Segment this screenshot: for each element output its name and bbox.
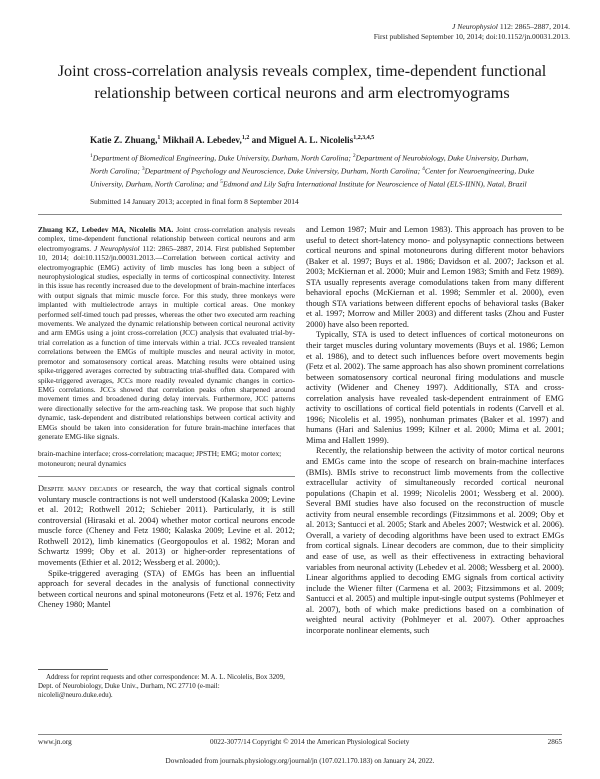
intro-text xyxy=(38,484,295,611)
abstract-journal: J Neurophysiol xyxy=(93,243,140,253)
abstract-divider xyxy=(38,476,295,477)
page-footer xyxy=(38,738,562,746)
page-number: 2865 xyxy=(547,738,562,746)
abstract-text: 112: 2865–2887, 2014. First published September 10, 2014; doi:10.1152/jn.00031.2013.—Correlation between cortical activity and electromyographic (EMG) activity of limb muscles has long been a subject of neurophysiological studies, especially in terms of corticospinal connectivity. Interest in this issue has recently increased due to the development of brain-machine interfaces with output signals that mimic muscle force. For this study, three monkeys were implanted with multielectrode arrays in multiple cortical areas. One monkey performed self-timed touch pad presses, whereas the other two executed arm reaching movements. We analyzed the dynamic relationship between cortical neuronal activity and arm EMGs using a joint cross-correlation (JCC) analysis that evaluated trial-by-trial correlation as a function of time intervals within a trial. JCCs revealed transient correlations between the EMGs of multiple muscles and neural activity in motor, premotor and somatosensory cortical areas. Matching results were obtained using spike-triggered averages corrected by subtracting trial-shuffled data. Compared with spike-triggered averages, JCCs more readily revealed dynamic changes in cortico-EMG correlations. JCCs showed that correlation peaks often sharpened around movement times and broadened during delay intervals. Furthermore, JCC patterns were directionally selective for the arm-reaching task. We propose that such highly dynamic, task-dependent and distributed relationships between cortical activity and EMGs should be taken into consideration for future brain-machine interfaces that generate EMG-like signals. xyxy=(38,243,295,441)
author-name: and Miguel A. L. Nicolelis xyxy=(249,135,354,146)
submission-dates: Submitted 14 January 2013; accepted in final form 8 September 2014 xyxy=(90,197,299,206)
author-affil-sup: 1 xyxy=(157,135,161,141)
footnote-rule xyxy=(38,669,108,670)
intro-text-continued xyxy=(306,225,564,636)
author-list xyxy=(90,135,374,145)
footer-divider xyxy=(38,734,562,735)
affil-sup: 2 xyxy=(352,153,356,159)
affil-sup: 1 xyxy=(90,153,93,159)
article-title: Joint cross-correlation analysis reveals complex, time-dependent functional relationship between cortical neurons and arm electromyograms xyxy=(57,62,547,102)
paragraph: and Lemon 1987; Muir and Lemon 1983). This approach has proven to be useful to detect short-latency mono- and polysynaptic connections between cortical neurons and spinal motoneurons during different motor behaviors (Baker et al. 1997; Buys et al. 1986; Davidson et al. 2007; Jackson et al. 2003; McKiernan et al. 2000; Muir and Lemon 1983; Smith and Fetz 1989). STA usually represents average comodulations taken from many different behavioral epochs (McKiernan et al. 1998; Semmler et al. 2000), even though STA variations between different epochs of behavioral tasks (Baker et al. 1997; Morrow and Miller 2003) and different tasks (Zhou and Fuster 2000) have also been reported. xyxy=(306,225,564,329)
footnote-text: Address for reprint requests and other correspondence: M. A. L. Nicolelis, Box 3209, Dept. of Neurobiology, Duke Univ., Durham, NC 27710 (e-mail: nicoleli@neuro.duke.edu). xyxy=(38,673,285,700)
published-line: First published September 10, 2014; doi:10.1152/jn.00031.2013. xyxy=(373,32,570,41)
affil-sup: 4 xyxy=(422,166,425,173)
left-column xyxy=(38,225,295,611)
paragraph: Spike-triggered averaging (STA) of EMGs has been an influential approach for several decades in the analysis of functional connectivity between cortical neurons and spinal motoneurons (Fetz et al. 1976; Fetz and Cheney 1980; Mantel xyxy=(38,568,295,610)
paragraph-text: research, the way that cortical signals control voluntary muscle contractions is not well understood (Kalaska 2009; Levine et al. 2012; Rothwell 2012; Schieber 2011). Particularly, it is still controversial (Hirasaki et al. 2004) whether motor cortical neurons encode muscle force (Cheney and Fetz 1980; Kalaska 2009; Levine et al. 2012; Rothwell 2012), limb kinematics (Georgopoulos et al. 1982; Moran and Schwartz 1999; Oby et al. 2013) or higher-order representations of movements (Ethier et al. 2012; Wessberg et al. 2000;). xyxy=(38,484,296,567)
journal-citation: 112: 2865–2887, 2014. xyxy=(497,22,570,31)
affiliation: Department of Biomedical Engineering, Duke University, Durham, North Carolina; xyxy=(92,153,353,163)
download-notice: Downloaded from journals.physiology.org/journal/jn (107.021.170.183) on January 24, 2022. xyxy=(165,757,435,765)
affiliation: Center for Neuroengineering, Duke University, Durham, North Carolina; and xyxy=(90,166,535,189)
author-name: Mikhail A. Lebedev, xyxy=(160,135,242,146)
affiliation: Department of Psychology and Neuroscience, Duke University, Durham, North Carolina; xyxy=(144,166,423,176)
affiliation: Department of Neurobiology, Duke University, Durham, North Carolina; xyxy=(90,153,529,176)
journal-site: www.jn.org xyxy=(38,738,72,746)
paragraph: Typically, STA is used to detect influences of cortical motoneurons on their target muscles during voluntary movements (Buys et al. 1986; Lemon et al. 1986), and to detect such influences before overt movements begin (Fetz et al. 2002). The same approach has also shown prominent correlations between somatosensory cortical neuronal firing modulations and muscle activity (Widener and Cheney 1997). Additionally, STA and cross-correlation analysis have revealed task-dependent entrainment of EMG activity to oscillations of cortical field potentials in rodents (Carvell et al. 1996; Nicolelis et al. 1995), nonhuman primates (Baker et al. 1997) and humans (Hari and Salenius 1999; Kilner et al. 2000; Mima et al. 2001; Mima and Hallett 1999). xyxy=(306,330,564,445)
affil-sup: 3 xyxy=(141,166,145,173)
correspondence-footnote xyxy=(38,669,295,701)
affiliations xyxy=(90,151,535,190)
abstract-text: Joint cross-correlation analysis reveals complex, time-dependent functional relationship between cortical neurons and arm electromyograms. xyxy=(38,225,295,253)
affil-sup: 5 xyxy=(220,179,223,186)
abstract xyxy=(38,225,295,441)
keywords: brain-machine interface; cross-correlation; macaque; JPSTH; EMG; motor cortex; motoneuron; neural dynamics xyxy=(38,449,282,468)
author-name: Katie Z. Zhuang, xyxy=(90,135,158,146)
header-divider xyxy=(38,214,562,215)
author-affil-sup: 1,2 xyxy=(241,135,250,141)
journal-name: J Neurophysiol xyxy=(452,22,498,31)
right-column xyxy=(306,225,564,636)
paragraph xyxy=(38,484,295,568)
affiliation: Edmond and Lily Safra International Institute for Neuroscience of Natal (ELS-IINN), Natal, Brazil xyxy=(222,179,527,189)
journal-header xyxy=(374,22,570,42)
intro-caps: Despite many decades of xyxy=(38,484,130,494)
paragraph: Recently, the relationship between the activity of motor cortical neurons and EMGs came into the scope of research on brain-machine interfaces (BMIs). BMIs strive to reconstruct limb movements from the collective extracellular activity of simultaneously recorded cortical neuronal populations (Chapin et al. 1999; Nicolelis 2001; Wessberg et al. 2000). Several BMI studies have also focused on the reconstruction of muscle activity from neural ensemble recordings (Fitzsimmons et al. 2009; Oby et al. 2013; Santucci et al. 2005; Stark and Abeles 2007; Westwick et al. 2006). Overall, a variety of decoding algorithms have been used to extract EMGs from cortical signals. Linear decoders are common, due to their simplicity and ease of use, as well as their effectiveness in extracting behavioral variables from neuronal activity (Lebedev et al. 2008; Wessberg et al. 2000). Linear algorithms applied to decoding EMG signals from cortical activity include the Wiener filter (Carmena et al. 2003; Fitzsimmons et al. 2009; Santucci et al. 2005) and multiple input-single output systems (Pohlmeyer et al. 2007), both of which make predictions based on a combination of weighted neural activity (Pohlmeyer et al. 2007). Other approaches incorporate nonlinear elements, such xyxy=(306,446,564,635)
abstract-lead: Zhuang KZ, Lebedev MA, Nicolelis MA. xyxy=(38,225,174,234)
author-affil-sup: 1,2,3,4,5 xyxy=(353,135,375,141)
copyright: 0022-3077/14 Copyright © 2014 the American Physiological Society xyxy=(210,738,410,746)
